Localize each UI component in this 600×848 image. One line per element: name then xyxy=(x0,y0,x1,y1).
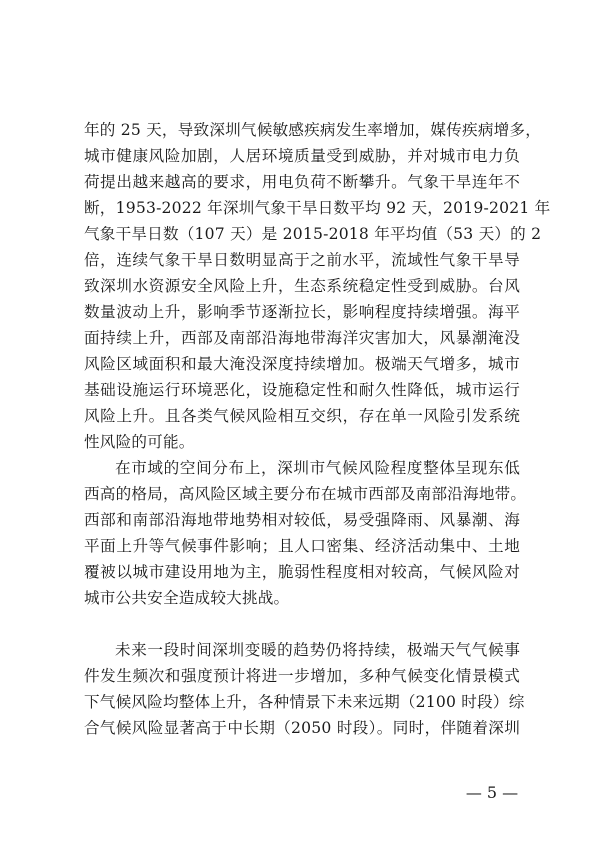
text-line: 件发生频次和强度预计将进一步增加，多种气候变化情景模式 xyxy=(84,667,520,685)
text-line: 风险区域面积和最大淹没深度持续增加。极端天气增多，城市 xyxy=(84,355,520,373)
text-line: 合气候风险显著高于中长期（2050 时段）。同时，伴随着深圳 xyxy=(84,719,520,737)
text-line: 在市域的空间分布上，深圳市气候风险程度整体呈现东低 xyxy=(115,459,520,477)
text-line: 断，1953-2022 年深圳气象干旱日数平均 92 天，2019-2021 年 xyxy=(84,199,551,217)
paragraph-climate-risks xyxy=(84,117,551,455)
text-line: 气象干旱日数（107 天）是 2015-2018 年平均值（53 天）的 2 xyxy=(84,225,542,243)
text-line: 城市公共安全造成较大挑战。 xyxy=(84,589,290,607)
text-line: 面持续上升，西部及南部沿海地带海洋灾害加大，风暴潮淹没 xyxy=(84,329,520,347)
text-line: 数量波动上升，影响季节逐渐拉长，影响程度持续增强。海平 xyxy=(84,303,520,321)
text-line: 倍，连续气象干旱日数明显高于之前水平，流域性气象干旱导 xyxy=(84,251,520,269)
text-line: 基础设施运行环境恶化，设施稳定性和耐久性降低，城市运行 xyxy=(84,381,520,399)
text-line: 年的 25 天，导致深圳气候敏感疾病发生率增加，媒传疾病增多， xyxy=(84,121,541,139)
text-line: 西高的格局，高风险区域主要分布在城市西部及南部沿海地带。 xyxy=(84,485,527,503)
text-line: 荷提出越来越高的要求，用电负荷不断攀升。气象干旱连年不 xyxy=(84,173,520,191)
text-line: 性风险的可能。 xyxy=(84,433,195,451)
text-line: 覆被以城市建设用地为主，脆弱性程度相对较高，气候风险对 xyxy=(84,563,520,581)
text-line: 平面上升等气候事件影响；且人口密集、经济活动集中、土地 xyxy=(84,537,520,555)
paragraph-spatial-distribution xyxy=(84,455,527,611)
text-line: 风险上升。且各类气候风险相互交织，存在单一风险引发系统 xyxy=(84,407,520,425)
text-line: 致深圳水资源安全风险上升，生态系统稳定性受到威胁。台风 xyxy=(84,277,520,295)
page-number: — 5 — xyxy=(465,783,519,802)
paragraph-future-trends xyxy=(84,637,525,741)
text-line: 下气候风险均整体上升，各种情景下未来远期（2100 时段）综 xyxy=(84,693,525,711)
text-line: 西部和南部沿海地带地势相对较低，易受强降雨、风暴潮、海 xyxy=(84,511,520,529)
text-line: 城市健康风险加剧，人居环境质量受到威胁，并对城市电力负 xyxy=(84,147,520,165)
text-line: 未来一段时间深圳变暖的趋势仍将持续，极端天气气候事 xyxy=(115,641,520,659)
